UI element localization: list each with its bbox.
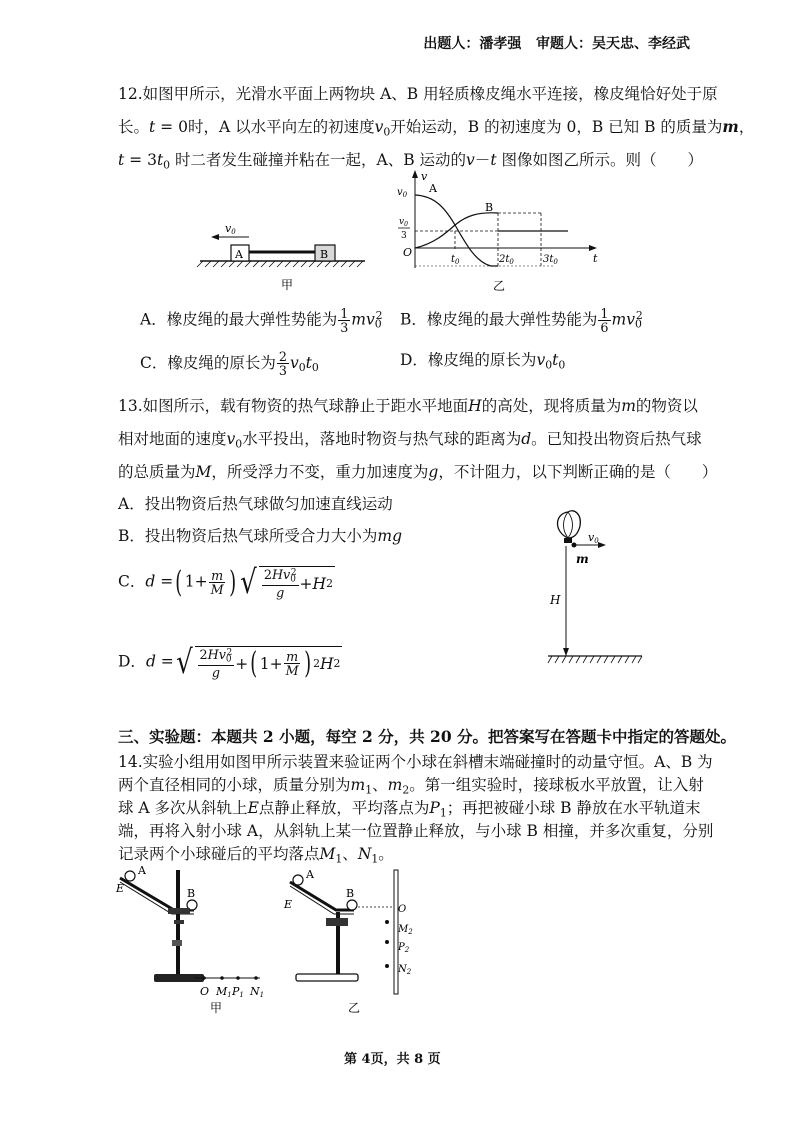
q14-line1: 14.实验小组用如图甲所示装置来验证两个小球在斜槽末端碰撞时的动量守恒。A、B 为 (118, 753, 713, 771)
svg-text:t0: $t_0$ (451, 254, 460, 266)
svg-text:m: m (576, 552, 589, 566)
svg-text:H: H (550, 593, 561, 607)
svg-text:P2: $P_2$ (398, 942, 410, 954)
svg-text:t: t (593, 252, 598, 265)
label-v0-over-3: $v_0$ (399, 217, 408, 228)
svg-text:3: 3 (401, 231, 407, 241)
q13-option-d: D．d = √ $\frac{2Hv_0^2}{g}$ + ( 1+ $\frac{m}{M}$ ) 2 H 2 (118, 643, 341, 682)
q14-line2: 两个直径相同的小球，质量分别为$m_1$、$m_2$。第一组实验时，接球板水平放置，让入射 (118, 776, 704, 797)
q12-figure-yi (393, 168, 608, 295)
caption-yi: 乙 (493, 279, 506, 293)
balloon-icon (558, 511, 581, 538)
q14-line5: 记录两个小球碰后的平均落点$M_1$、$N_1$。 (118, 845, 394, 866)
svg-text:3t0: $3t_0$ (543, 254, 558, 266)
svg-text:v: v (421, 170, 428, 183)
svg-text:E: E (284, 898, 293, 911)
q13-stem-line2: 相对地面的速度$v_0$水平投出，落地时物资与热气球的距离为d。已知投出物资后热气球 (118, 430, 702, 451)
svg-text:N1: N1 (250, 985, 265, 999)
q13-figure-balloon (540, 508, 650, 668)
q12-stem-line1: 12.如图甲所示，光滑水平面上两物块 A、B 用轻质橡皮绳水平连接，橡皮绳恰好处于原 (118, 85, 718, 103)
q13-option-b: B．投出物资后热气球所受合力大小为mg (118, 527, 403, 545)
svg-text:2t0: $2t_0$ (499, 254, 514, 266)
svg-text:O: O (403, 246, 413, 259)
svg-text:v0: v0 (588, 531, 599, 545)
svg-text:P1: P1 (232, 985, 244, 999)
label-v0: v0 (225, 222, 236, 236)
svg-text:B: B (485, 201, 494, 214)
q14-figure-yi (282, 860, 422, 1020)
q14-line3: 球 A 多次从斜轨上E点静止释放，平均落点为$P_1$；再把被碰小球 B 静放在水平轨道末 (118, 799, 701, 820)
cargo-dot (572, 543, 577, 548)
q14-caption-yi: 乙 (348, 1001, 361, 1015)
caption-jia: 甲 (281, 278, 294, 292)
q13-option-c: C．d =( 1+ $\frac{m}{M}$ ) √ $\frac{2Hv_0^2}{g}$ + H 2 (118, 563, 333, 602)
q14-line4: 端，再将入射小球 A，从斜轨上某一位置静止释放，与小球 B 相撞，并多次重复，分别 (118, 822, 714, 840)
setter-name: 潘孝强 (479, 36, 522, 52)
q12-stem-line2: 长。t = 0时，A 以水平向左的初速度$v_0$开始运动，B 的初速度为 0，B 已知 B 的质量为m， (118, 117, 755, 139)
svg-text:O: O (398, 904, 407, 915)
svg-text:N2: $N_2$ (398, 964, 412, 976)
page-number: 第 4页，共 8 页 (344, 1052, 441, 1067)
label-a: A (235, 248, 243, 261)
page-header (423, 34, 690, 54)
q12-option-c: C．橡皮绳的原长为 $\frac{2}{3}$ $v_0t_0$ (140, 349, 319, 379)
q14-caption-jia: 甲 (210, 1001, 223, 1015)
q12-option-d: D．橡皮绳的原长为$v_0t_0$ (400, 351, 566, 372)
svg-text:E: E (116, 882, 125, 895)
svg-text:M1: M1 (216, 985, 232, 999)
reviewer-label: 审题人： (536, 36, 592, 52)
q13-option-a: A．投出物资后热气球做匀加速直线运动 (118, 495, 393, 513)
label-b: B (320, 248, 329, 261)
q14-figure-jia (112, 860, 282, 1020)
svg-text:B: B (187, 887, 196, 900)
ball-a-jia (125, 871, 135, 881)
reviewer-names: 吴天忠、李经武 (592, 36, 690, 52)
q12-option-a: A．橡皮绳的最大弹性势能为 $\frac{1}{3}$ $mv_0^2$ (140, 305, 383, 335)
section-3-title: 三、实验题：本题共 2 小题，每空 2 分，共 20 分。把答案写在答题卡中指定的答题处。 (118, 727, 737, 746)
q12-figure-jia (195, 215, 375, 295)
q12-option-b: B．橡皮绳的最大弹性势能为 $\frac{1}{6}$ $mv_0^2$ (400, 305, 643, 335)
svg-text:A: A (138, 864, 146, 877)
q12-stem-line3: $t = 3t_0$ 时二者发生碰撞并粘在一起，A、B 运动的v－t 图像如图乙所示。则（ ） (118, 151, 703, 172)
label-v0-axis: $v_0$ (397, 187, 408, 199)
svg-text:O: O (200, 985, 210, 998)
svg-text:B: B (346, 887, 355, 900)
svg-text:A: A (306, 868, 314, 881)
svg-text:M2: $M_2$ (398, 924, 413, 936)
ball-b-yi (347, 900, 357, 910)
ball-a-yi (293, 875, 303, 885)
curve-b (415, 213, 498, 248)
svg-text:A: A (429, 182, 437, 195)
q13-stem-line1: 13.如图所示，载有物资的热气球静止于距水平地面H的高处，现将质量为m的物资以 (118, 397, 698, 415)
q13-stem-line3: 的总质量为M，所受浮力不变，重力加速度为g，不计阻力，以下判断正确的是（ ） (118, 463, 718, 481)
setter-label: 出题人： (423, 36, 480, 52)
